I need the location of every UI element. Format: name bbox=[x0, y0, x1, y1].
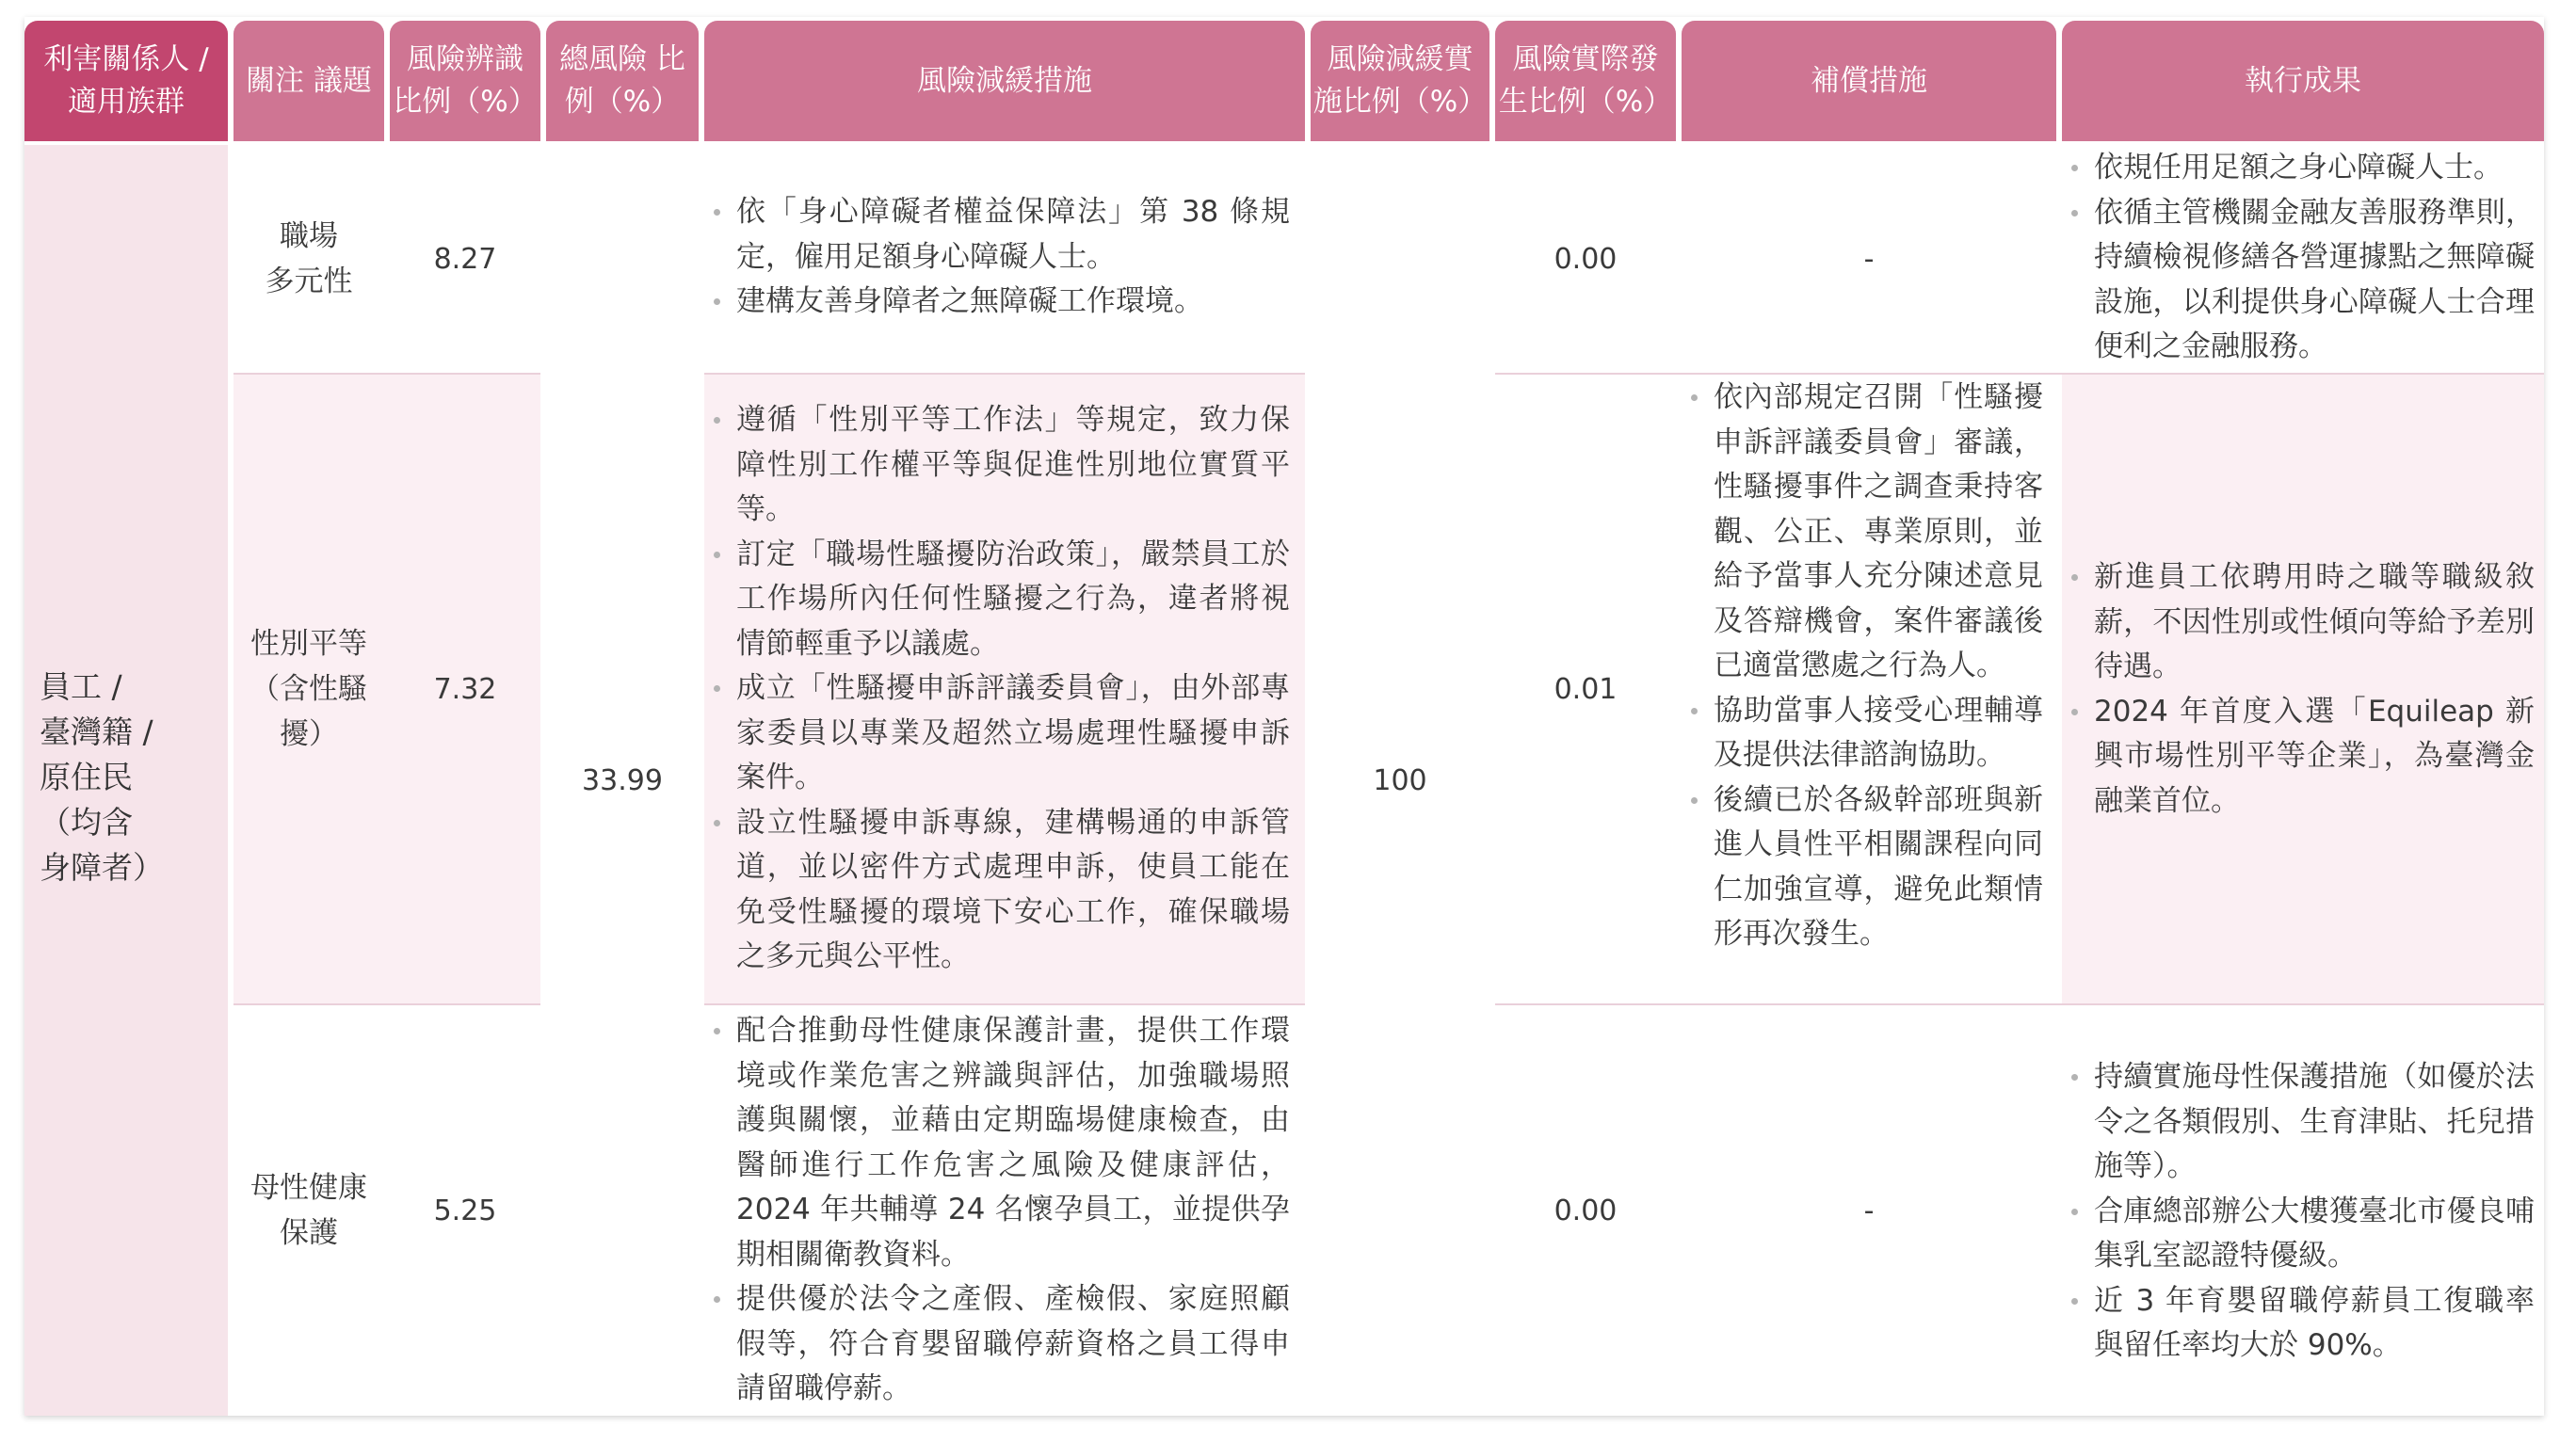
list-item: 近 3 年育嬰留職停薪員工復職率與留任率均大於 90%。 bbox=[2069, 1279, 2535, 1369]
compensation-value: - bbox=[1863, 1194, 1875, 1227]
mitigation-rate-value: 100 bbox=[1373, 763, 1427, 797]
header-risk-identification: 風險辨識 比例（%） bbox=[390, 21, 540, 141]
mitigation-list bbox=[712, 1009, 1290, 1412]
divider bbox=[704, 1003, 1305, 1005]
stakeholder-label: 員工 / 臺灣籍 / 原住民 （均含 身障者） bbox=[40, 668, 164, 886]
header-results: 執行成果 bbox=[2062, 21, 2544, 141]
list-item: 新進員工依聘用時之職等職級敘薪，不因性別或性傾向等給予差別待遇。 bbox=[2069, 555, 2535, 690]
list-item: 2024 年首度入選「Equileap 新興市場性別平等企業」，為臺灣金融業首位。 bbox=[2069, 690, 2535, 825]
list-item: 依規任用足額之身心障礙人士。 bbox=[2069, 146, 2535, 191]
list-item: 依內部規定召開「性騷擾申訴評議委員會」審議，性騷擾事件之調查秉持客觀、公正、專業原則，並給予當事人充分陳述意見及答辯機會，案件審議後已適當懲處之行為人。 bbox=[1689, 376, 2043, 689]
actual-occurrence-value: 0.01 bbox=[1554, 672, 1618, 706]
header-issue: 關注 議題 bbox=[233, 21, 384, 141]
results-list bbox=[2069, 146, 2535, 370]
issue-workplace-diversity: 職場 多元性 bbox=[265, 219, 353, 298]
mitigation-list bbox=[712, 190, 1290, 325]
header-compensation: 補償措施 bbox=[1682, 21, 2056, 141]
list-item: 訂定「職場性騷擾防治政策」，嚴禁員工於工作場所內任何性騷擾之行為，違者將視情節輕重予以議處。 bbox=[712, 533, 1290, 667]
results-list bbox=[2069, 555, 2535, 824]
list-item: 設立性騷擾申訴專線，建構暢通的申訴管道，並以密件方式處理申訴，使員工能在免受性騷擾的環境下安心工作，確保職場之多元與公平性。 bbox=[712, 801, 1290, 980]
list-item: 後續已於各級幹部班與新進人員性平相關課程向同仁加強宣導，避免此類情形再次發生。 bbox=[1689, 778, 2043, 957]
actual-occurrence-value: 0.00 bbox=[1554, 242, 1618, 276]
issue-maternal-health: 母性健康 保護 bbox=[250, 1171, 367, 1250]
header-mitigation: 風險減緩措施 bbox=[704, 21, 1305, 141]
header-mitigation-rate: 風險減緩實 施比例（%） bbox=[1311, 21, 1489, 141]
risk-identification-value: 8.27 bbox=[433, 242, 497, 276]
divider bbox=[704, 373, 1305, 375]
list-item: 配合推動母性健康保護計畫，提供工作環境或作業危害之辨識與評估，加強職場照護與關懷，並藉由定期臨場健康檢查，由醫師進行工作危害之風險及健康評估，2024 年共輔導 24 名懷孕員工，並提供孕期相關衛教資料。 bbox=[712, 1009, 1290, 1277]
list-item: 合庫總部辦公大樓獲臺北市優良哺集乳室認證特優級。 bbox=[2069, 1190, 2535, 1279]
risk-identification-value: 5.25 bbox=[433, 1194, 497, 1227]
list-item: 持續實施母性保護措施（如優於法令之各類假別、生育津貼、托兒措施等）。 bbox=[2069, 1055, 2535, 1190]
compensation-list bbox=[1689, 376, 2043, 957]
list-item: 成立「性騷擾申訴評議委員會」，由外部專家委員以專業及超然立場處理性騷擾申訴案件。 bbox=[712, 666, 1290, 801]
header-total-risk: 總風險 比例（%） bbox=[546, 21, 699, 141]
header-stakeholder: 利害關係人 / 適用族群 bbox=[24, 21, 228, 141]
list-item: 協助當事人接受心理輔導及提供法律諮詢協助。 bbox=[1689, 689, 2043, 778]
list-item: 遵循「性別平等工作法」等規定，致力保障性別工作權平等與促進性別地位實質平等。 bbox=[712, 398, 1290, 533]
issue-gender-equality: 性別平等 （含性騷擾） bbox=[250, 627, 367, 751]
list-item: 依循主管機關金融友善服務準則，持續檢視修繕各營運據點之無障礙設施，以利提供身心障礙人士合理便利之金融服務。 bbox=[2069, 191, 2535, 370]
header-actual-occurrence: 風險實際發 生比例（%） bbox=[1495, 21, 1676, 141]
mitigation-list bbox=[712, 398, 1290, 980]
results-list bbox=[2069, 1055, 2535, 1369]
total-risk-value: 33.99 bbox=[582, 763, 663, 797]
list-item: 依「身心障礙者權益保障法」第 38 條規定，僱用足額身心障礙人士。 bbox=[712, 190, 1290, 280]
risk-identification-value: 7.32 bbox=[433, 672, 497, 706]
list-item: 建構友善身障者之無障礙工作環境。 bbox=[712, 280, 1290, 325]
list-item: 提供優於法令之產假、產檢假、家庭照顧假等，符合育嬰留職停薪資格之員工得申請留職停薪。 bbox=[712, 1277, 1290, 1412]
actual-occurrence-value: 0.00 bbox=[1554, 1194, 1618, 1227]
compensation-value: - bbox=[1863, 242, 1875, 276]
